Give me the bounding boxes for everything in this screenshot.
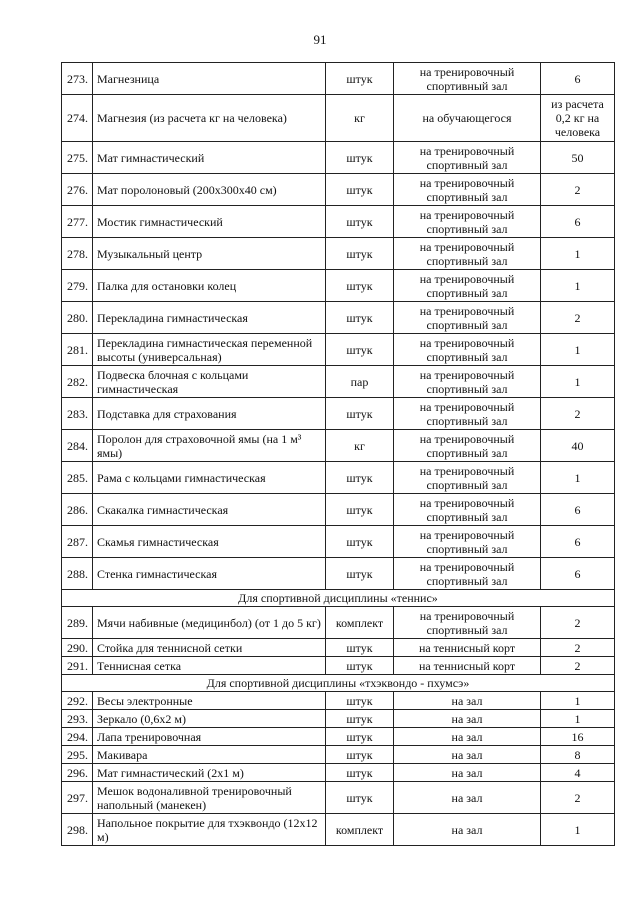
table-row	[62, 462, 615, 494]
item-quantity: 1	[541, 710, 615, 728]
item-basis: на тренировочный спортивный зал	[394, 494, 541, 526]
item-unit: штук	[326, 657, 394, 675]
row-number: 290.	[62, 639, 93, 657]
table-row	[62, 764, 615, 782]
item-unit: штук	[326, 206, 394, 238]
item-name: Весы электронные	[93, 692, 326, 710]
item-quantity: 1	[541, 270, 615, 302]
item-unit: штук	[326, 238, 394, 270]
row-number: 288.	[62, 558, 93, 590]
item-basis: на тренировочный спортивный зал	[394, 607, 541, 639]
item-name: Поролон для страховочной ямы (на 1 м³ ямы)	[93, 430, 326, 462]
item-quantity: 2	[541, 398, 615, 430]
table-row	[62, 558, 615, 590]
table-row	[62, 814, 615, 846]
item-unit: штук	[326, 462, 394, 494]
item-quantity: 50	[541, 142, 615, 174]
item-name: Мешок водоналивной тренировочный напольный (манекен)	[93, 782, 326, 814]
item-quantity: 6	[541, 63, 615, 95]
item-basis: на зал	[394, 710, 541, 728]
equipment-table	[61, 62, 615, 846]
table-row	[62, 270, 615, 302]
item-unit: штук	[326, 398, 394, 430]
item-quantity: 2	[541, 657, 615, 675]
item-quantity: 1	[541, 238, 615, 270]
table-row	[62, 63, 615, 95]
table-row	[62, 142, 615, 174]
row-number: 284.	[62, 430, 93, 462]
item-quantity: 8	[541, 746, 615, 764]
item-basis: на тренировочный спортивный зал	[394, 238, 541, 270]
table-row	[62, 782, 615, 814]
section-header-row	[62, 675, 615, 692]
item-name: Мат поролоновый (200х300х40 см)	[93, 174, 326, 206]
item-unit: штук	[326, 142, 394, 174]
table-row	[62, 430, 615, 462]
table-row	[62, 366, 615, 398]
item-unit: штук	[326, 302, 394, 334]
item-basis: на зал	[394, 692, 541, 710]
row-number: 287.	[62, 526, 93, 558]
table-row	[62, 95, 615, 142]
item-basis: на обучающегося	[394, 95, 541, 142]
item-basis: на тренировочный спортивный зал	[394, 206, 541, 238]
item-basis: на тренировочный спортивный зал	[394, 462, 541, 494]
item-unit: штук	[326, 764, 394, 782]
item-name: Скакалка гимнастическая	[93, 494, 326, 526]
item-quantity: 1	[541, 462, 615, 494]
table-row	[62, 526, 615, 558]
item-name: Напольное покрытие для тхэквондо (12х12 м)	[93, 814, 326, 846]
row-number: 291.	[62, 657, 93, 675]
item-name: Стойка для теннисной сетки	[93, 639, 326, 657]
item-quantity: 1	[541, 334, 615, 366]
item-basis: на тренировочный спортивный зал	[394, 174, 541, 206]
item-basis: на зал	[394, 746, 541, 764]
table-row	[62, 238, 615, 270]
item-quantity: 6	[541, 526, 615, 558]
item-name: Рама с кольцами гимнастическая	[93, 462, 326, 494]
item-unit: кг	[326, 95, 394, 142]
item-quantity: 2	[541, 174, 615, 206]
row-number: 279.	[62, 270, 93, 302]
item-basis: на зал	[394, 728, 541, 746]
item-basis: на теннисный корт	[394, 657, 541, 675]
item-name: Лапа тренировочная	[93, 728, 326, 746]
item-name: Стенка гимнастическая	[93, 558, 326, 590]
item-basis: на тренировочный спортивный зал	[394, 558, 541, 590]
row-number: 283.	[62, 398, 93, 430]
item-name: Магнезия (из расчета кг на человека)	[93, 95, 326, 142]
row-number: 277.	[62, 206, 93, 238]
item-name: Теннисная сетка	[93, 657, 326, 675]
item-unit: штук	[326, 728, 394, 746]
item-name: Мат гимнастический (2х1 м)	[93, 764, 326, 782]
item-unit: комплект	[326, 607, 394, 639]
item-quantity: 2	[541, 639, 615, 657]
row-number: 292.	[62, 692, 93, 710]
table-row	[62, 174, 615, 206]
item-quantity: 40	[541, 430, 615, 462]
item-unit: штук	[326, 526, 394, 558]
table-row	[62, 639, 615, 657]
item-name: Макивара	[93, 746, 326, 764]
item-unit: штук	[326, 558, 394, 590]
item-unit: штук	[326, 334, 394, 366]
item-quantity: 2	[541, 302, 615, 334]
item-name: Подвеска блочная с кольцами гимнастическая	[93, 366, 326, 398]
item-unit: штук	[326, 746, 394, 764]
table-body	[62, 63, 615, 846]
item-basis: на тренировочный спортивный зал	[394, 270, 541, 302]
section-title: Для спортивной дисциплины «теннис»	[62, 590, 615, 607]
item-quantity: 1	[541, 692, 615, 710]
row-number: 298.	[62, 814, 93, 846]
row-number: 274.	[62, 95, 93, 142]
item-quantity: 2	[541, 782, 615, 814]
item-basis: на зал	[394, 782, 541, 814]
item-unit: штук	[326, 174, 394, 206]
table-row	[62, 746, 615, 764]
item-basis: на тренировочный спортивный зал	[394, 398, 541, 430]
item-basis: на зал	[394, 764, 541, 782]
item-basis: на тренировочный спортивный зал	[394, 302, 541, 334]
page-number: 91	[313, 32, 327, 47]
table-row	[62, 657, 615, 675]
item-unit: комплект	[326, 814, 394, 846]
item-unit: пар	[326, 366, 394, 398]
item-basis: на тренировочный спортивный зал	[394, 366, 541, 398]
item-unit: штук	[326, 710, 394, 728]
item-name: Подставка для страхования	[93, 398, 326, 430]
table-row	[62, 607, 615, 639]
item-name: Зеркало (0,6х2 м)	[93, 710, 326, 728]
row-number: 281.	[62, 334, 93, 366]
item-unit: кг	[326, 430, 394, 462]
table-row	[62, 494, 615, 526]
item-basis: на тренировочный спортивный зал	[394, 334, 541, 366]
row-number: 289.	[62, 607, 93, 639]
table-row	[62, 710, 615, 728]
item-unit: штук	[326, 63, 394, 95]
item-quantity: 16	[541, 728, 615, 746]
item-basis: на тренировочный спортивный зал	[394, 63, 541, 95]
section-header-row	[62, 590, 615, 607]
item-quantity: 1	[541, 366, 615, 398]
row-number: 296.	[62, 764, 93, 782]
item-name: Мостик гимнастический	[93, 206, 326, 238]
item-unit: штук	[326, 494, 394, 526]
item-quantity: 6	[541, 558, 615, 590]
item-quantity: 2	[541, 607, 615, 639]
item-quantity: 1	[541, 814, 615, 846]
item-quantity: 6	[541, 206, 615, 238]
item-basis: на тренировочный спортивный зал	[394, 526, 541, 558]
row-number: 297.	[62, 782, 93, 814]
row-number: 285.	[62, 462, 93, 494]
table-row	[62, 206, 615, 238]
item-name: Перекладина гимнастическая переменной высоты (универсальная)	[93, 334, 326, 366]
row-number: 293.	[62, 710, 93, 728]
item-name: Магнезница	[93, 63, 326, 95]
item-basis: на тренировочный спортивный зал	[394, 142, 541, 174]
item-quantity: 6	[541, 494, 615, 526]
table-row	[62, 692, 615, 710]
item-name: Мячи набивные (медицинбол) (от 1 до 5 кг)	[93, 607, 326, 639]
table-row	[62, 334, 615, 366]
item-name: Перекладина гимнастическая	[93, 302, 326, 334]
item-basis: на тренировочный спортивный зал	[394, 430, 541, 462]
item-basis: на зал	[394, 814, 541, 846]
row-number: 294.	[62, 728, 93, 746]
row-number: 282.	[62, 366, 93, 398]
item-basis: на теннисный корт	[394, 639, 541, 657]
item-quantity: 4	[541, 764, 615, 782]
item-name: Музыкальный центр	[93, 238, 326, 270]
item-name: Скамья гимнастическая	[93, 526, 326, 558]
table-row	[62, 302, 615, 334]
table-row	[62, 398, 615, 430]
section-title: Для спортивной дисциплины «тхэквондо - пхумсэ»	[62, 675, 615, 692]
item-name: Палка для остановки колец	[93, 270, 326, 302]
item-name: Мат гимнастический	[93, 142, 326, 174]
item-unit: штук	[326, 782, 394, 814]
row-number: 278.	[62, 238, 93, 270]
item-quantity: из расчета 0,2 кг на человека	[541, 95, 615, 142]
row-number: 275.	[62, 142, 93, 174]
row-number: 280.	[62, 302, 93, 334]
item-unit: штук	[326, 692, 394, 710]
item-unit: штук	[326, 639, 394, 657]
row-number: 295.	[62, 746, 93, 764]
row-number: 286.	[62, 494, 93, 526]
item-unit: штук	[326, 270, 394, 302]
row-number: 276.	[62, 174, 93, 206]
table-row	[62, 728, 615, 746]
row-number: 273.	[62, 63, 93, 95]
